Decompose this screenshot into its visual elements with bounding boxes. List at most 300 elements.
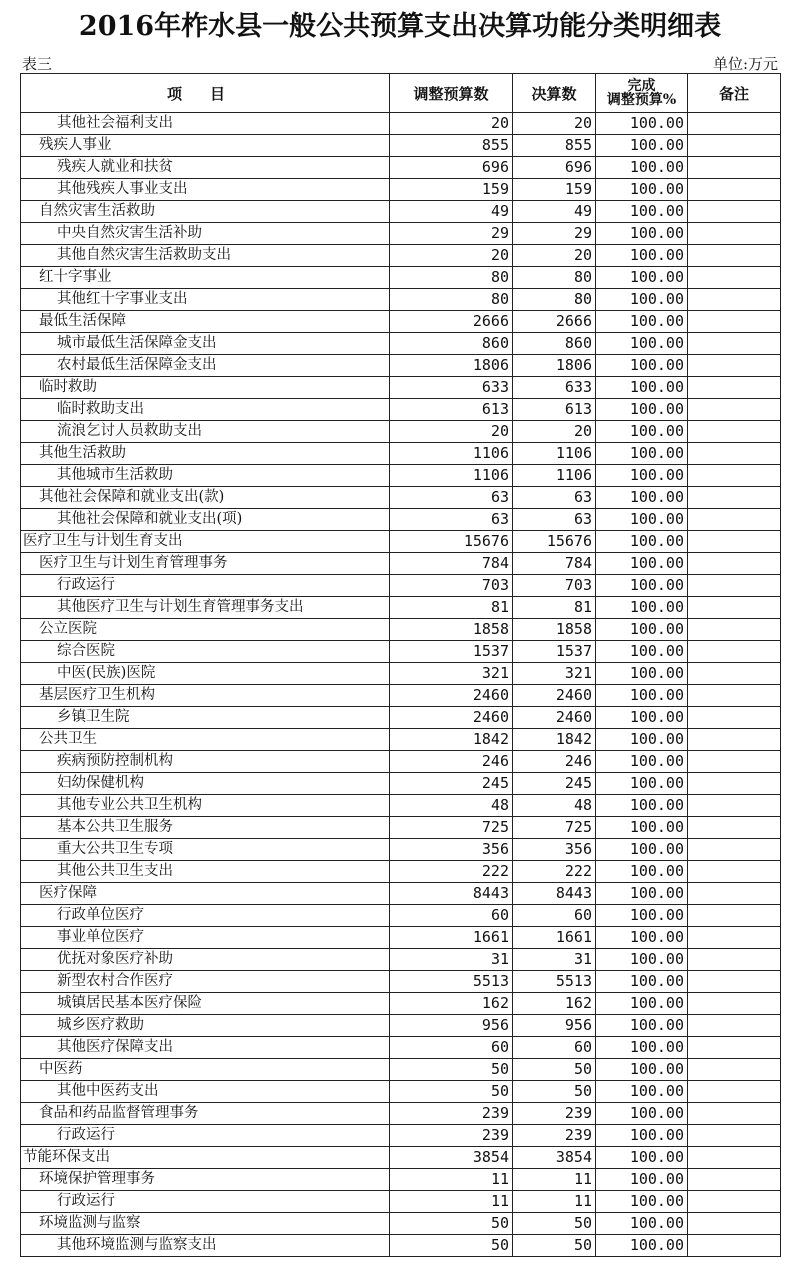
- row-budget: 15676: [390, 531, 513, 553]
- row-budget: 20: [390, 421, 513, 443]
- row-actual: 1106: [513, 465, 596, 487]
- row-item-name: 食品和药品监督管理事务: [21, 1103, 390, 1125]
- row-budget: 49: [390, 201, 513, 223]
- row-item-name: 优抚对象医疗补助: [21, 949, 390, 971]
- row-note: [688, 1213, 781, 1235]
- row-note: [688, 1103, 781, 1125]
- row-item-name: 其他红十字事业支出: [21, 289, 390, 311]
- row-actual: 63: [513, 487, 596, 509]
- row-note: [688, 553, 781, 575]
- row-completion-rate: 100.00: [596, 861, 688, 883]
- row-note: [688, 1191, 781, 1213]
- row-note: [688, 443, 781, 465]
- table-row: [21, 487, 781, 509]
- row-completion-rate: 100.00: [596, 575, 688, 597]
- table-row: [21, 267, 781, 289]
- expenditure-table: [20, 73, 781, 1257]
- row-item-name: 其他医疗保障支出: [21, 1037, 390, 1059]
- table-row: [21, 729, 781, 751]
- table-row: [21, 179, 781, 201]
- row-completion-rate: 100.00: [596, 1081, 688, 1103]
- row-budget: 63: [390, 509, 513, 531]
- table-row: [21, 685, 781, 707]
- row-actual: 3854: [513, 1147, 596, 1169]
- row-item-name: 其他残疾人事业支出: [21, 179, 390, 201]
- row-budget: 1661: [390, 927, 513, 949]
- row-budget: 80: [390, 267, 513, 289]
- table-row: [21, 157, 781, 179]
- row-note: [688, 1125, 781, 1147]
- row-completion-rate: 100.00: [596, 839, 688, 861]
- table-row: [21, 1081, 781, 1103]
- row-item-name: 事业单位医疗: [21, 927, 390, 949]
- row-item-name: 公共卫生: [21, 729, 390, 751]
- row-actual: 80: [513, 289, 596, 311]
- row-budget: 80: [390, 289, 513, 311]
- table-row: [21, 355, 781, 377]
- row-note: [688, 531, 781, 553]
- row-budget: 20: [390, 245, 513, 267]
- row-completion-rate: 100.00: [596, 465, 688, 487]
- row-completion-rate: 100.00: [596, 949, 688, 971]
- row-actual: 50: [513, 1081, 596, 1103]
- table-row: [21, 531, 781, 553]
- row-budget: 2460: [390, 707, 513, 729]
- row-note: [688, 1235, 781, 1257]
- row-note: [688, 663, 781, 685]
- row-budget: 162: [390, 993, 513, 1015]
- row-note: [688, 729, 781, 751]
- row-completion-rate: 100.00: [596, 927, 688, 949]
- row-item-name: 行政运行: [21, 1191, 390, 1213]
- row-completion-rate: 100.00: [596, 1103, 688, 1125]
- header-item: 项 目: [21, 74, 390, 113]
- row-item-name: 其他专业公共卫生机构: [21, 795, 390, 817]
- row-completion-rate: 100.00: [596, 245, 688, 267]
- unit-label: 单位:万元: [712, 55, 778, 73]
- row-budget: 5513: [390, 971, 513, 993]
- row-actual: 162: [513, 993, 596, 1015]
- table-row: [21, 905, 781, 927]
- row-note: [688, 927, 781, 949]
- row-actual: 1106: [513, 443, 596, 465]
- table-row: [21, 377, 781, 399]
- row-item-name: 重大公共卫生专项: [21, 839, 390, 861]
- row-actual: 20: [513, 421, 596, 443]
- row-note: [688, 1147, 781, 1169]
- table-row: [21, 1213, 781, 1235]
- row-item-name: 公立医院: [21, 619, 390, 641]
- header-note: 备注: [688, 74, 781, 113]
- row-budget: 48: [390, 795, 513, 817]
- header-actual: 决算数: [513, 74, 596, 113]
- row-item-name: 城市最低生活保障金支出: [21, 333, 390, 355]
- table-row: [21, 707, 781, 729]
- row-actual: 246: [513, 751, 596, 773]
- table-row: [21, 443, 781, 465]
- row-item-name: 农村最低生活保障金支出: [21, 355, 390, 377]
- row-completion-rate: 100.00: [596, 355, 688, 377]
- row-actual: 1842: [513, 729, 596, 751]
- row-completion-rate: 100.00: [596, 201, 688, 223]
- row-budget: 956: [390, 1015, 513, 1037]
- row-budget: 31: [390, 949, 513, 971]
- row-budget: 239: [390, 1125, 513, 1147]
- row-item-name: 综合医院: [21, 641, 390, 663]
- row-budget: 222: [390, 861, 513, 883]
- row-completion-rate: 100.00: [596, 883, 688, 905]
- row-note: [688, 905, 781, 927]
- row-note: [688, 201, 781, 223]
- row-completion-rate: 100.00: [596, 1169, 688, 1191]
- row-completion-rate: 100.00: [596, 377, 688, 399]
- row-item-name: 临时救助支出: [21, 399, 390, 421]
- row-actual: 725: [513, 817, 596, 839]
- row-item-name: 行政单位医疗: [21, 905, 390, 927]
- row-note: [688, 883, 781, 905]
- row-note: [688, 707, 781, 729]
- row-budget: 321: [390, 663, 513, 685]
- table-row: [21, 993, 781, 1015]
- row-item-name: 流浪乞讨人员救助支出: [21, 421, 390, 443]
- row-budget: 696: [390, 157, 513, 179]
- row-item-name: 疾病预防控制机构: [21, 751, 390, 773]
- row-budget: 633: [390, 377, 513, 399]
- row-note: [688, 267, 781, 289]
- row-completion-rate: 100.00: [596, 1191, 688, 1213]
- row-item-name: 行政运行: [21, 1125, 390, 1147]
- table-row: [21, 1169, 781, 1191]
- row-completion-rate: 100.00: [596, 817, 688, 839]
- table-row: [21, 1059, 781, 1081]
- row-budget: 81: [390, 597, 513, 619]
- row-note: [688, 157, 781, 179]
- row-budget: 29: [390, 223, 513, 245]
- table-row: [21, 1037, 781, 1059]
- row-item-name: 中央自然灾害生活补助: [21, 223, 390, 245]
- table-row: [21, 333, 781, 355]
- table-row: [21, 817, 781, 839]
- row-note: [688, 949, 781, 971]
- row-completion-rate: 100.00: [596, 443, 688, 465]
- table-row: [21, 641, 781, 663]
- row-note: [688, 245, 781, 267]
- row-actual: 11: [513, 1169, 596, 1191]
- row-item-name: 环境保护管理事务: [21, 1169, 390, 1191]
- row-actual: 50: [513, 1213, 596, 1235]
- row-note: [688, 289, 781, 311]
- row-item-name: 中医(民族)医院: [21, 663, 390, 685]
- row-note: [688, 355, 781, 377]
- header-budget: 调整预算数: [390, 74, 513, 113]
- row-actual: 8443: [513, 883, 596, 905]
- row-note: [688, 223, 781, 245]
- row-actual: 1661: [513, 927, 596, 949]
- row-note: [688, 399, 781, 421]
- row-budget: 50: [390, 1059, 513, 1081]
- row-actual: 956: [513, 1015, 596, 1037]
- page-title: 2016年柞水县一般公共预算支出决算功能分类明细表: [78, 11, 722, 42]
- table-row: [21, 289, 781, 311]
- row-item-name: 医疗卫生与计划生育管理事务: [21, 553, 390, 575]
- row-item-name: 其他社会保障和就业支出(款): [21, 487, 390, 509]
- row-completion-rate: 100.00: [596, 619, 688, 641]
- row-completion-rate: 100.00: [596, 1059, 688, 1081]
- row-item-name: 其他社会福利支出: [21, 113, 390, 135]
- row-completion-rate: 100.00: [596, 311, 688, 333]
- row-actual: 60: [513, 905, 596, 927]
- table-row: [21, 575, 781, 597]
- row-note: [688, 377, 781, 399]
- row-completion-rate: 100.00: [596, 267, 688, 289]
- header-completion: 完成 调整预算%: [596, 74, 688, 113]
- row-completion-rate: 100.00: [596, 531, 688, 553]
- row-actual: 239: [513, 1103, 596, 1125]
- row-completion-rate: 100.00: [596, 905, 688, 927]
- row-budget: 246: [390, 751, 513, 773]
- row-note: [688, 1081, 781, 1103]
- row-note: [688, 751, 781, 773]
- row-completion-rate: 100.00: [596, 1037, 688, 1059]
- row-note: [688, 1015, 781, 1037]
- table-row: [21, 1015, 781, 1037]
- row-budget: 60: [390, 905, 513, 927]
- row-completion-rate: 100.00: [596, 641, 688, 663]
- row-budget: 50: [390, 1081, 513, 1103]
- row-item-name: 残疾人就业和扶贫: [21, 157, 390, 179]
- row-actual: 29: [513, 223, 596, 245]
- row-budget: 356: [390, 839, 513, 861]
- row-item-name: 其他环境监测与监察支出: [21, 1235, 390, 1257]
- row-item-name: 环境监测与监察: [21, 1213, 390, 1235]
- header-row: [21, 74, 781, 113]
- table-row: [21, 949, 781, 971]
- row-completion-rate: 100.00: [596, 707, 688, 729]
- row-note: [688, 1169, 781, 1191]
- row-completion-rate: 100.00: [596, 1213, 688, 1235]
- row-item-name: 其他医疗卫生与计划生育管理事务支出: [21, 597, 390, 619]
- row-actual: 1858: [513, 619, 596, 641]
- row-item-name: 基层医疗卫生机构: [21, 685, 390, 707]
- table-row: [21, 1147, 781, 1169]
- row-item-name: 新型农村合作医疗: [21, 971, 390, 993]
- table-row: [21, 1191, 781, 1213]
- row-completion-rate: 100.00: [596, 179, 688, 201]
- table-row: [21, 553, 781, 575]
- row-item-name: 医疗保障: [21, 883, 390, 905]
- table-row: [21, 971, 781, 993]
- table-row: [21, 795, 781, 817]
- row-budget: 1842: [390, 729, 513, 751]
- table-row: [21, 509, 781, 531]
- row-actual: 784: [513, 553, 596, 575]
- row-budget: 63: [390, 487, 513, 509]
- row-completion-rate: 100.00: [596, 1125, 688, 1147]
- row-item-name: 其他生活救助: [21, 443, 390, 465]
- row-budget: 159: [390, 179, 513, 201]
- table-row: [21, 1125, 781, 1147]
- row-note: [688, 641, 781, 663]
- row-completion-rate: 100.00: [596, 993, 688, 1015]
- row-actual: 63: [513, 509, 596, 531]
- row-completion-rate: 100.00: [596, 333, 688, 355]
- row-note: [688, 575, 781, 597]
- row-completion-rate: 100.00: [596, 289, 688, 311]
- row-budget: 613: [390, 399, 513, 421]
- row-note: [688, 861, 781, 883]
- row-note: [688, 685, 781, 707]
- row-actual: 696: [513, 157, 596, 179]
- row-budget: 784: [390, 553, 513, 575]
- row-actual: 15676: [513, 531, 596, 553]
- row-item-name: 其他中医药支出: [21, 1081, 390, 1103]
- row-completion-rate: 100.00: [596, 597, 688, 619]
- row-note: [688, 311, 781, 333]
- row-actual: 20: [513, 245, 596, 267]
- row-budget: 50: [390, 1235, 513, 1257]
- row-item-name: 妇幼保健机构: [21, 773, 390, 795]
- row-actual: 356: [513, 839, 596, 861]
- row-note: [688, 773, 781, 795]
- row-item-name: 残疾人事业: [21, 135, 390, 157]
- table-row: [21, 927, 781, 949]
- row-actual: 613: [513, 399, 596, 421]
- table-row: [21, 223, 781, 245]
- row-completion-rate: 100.00: [596, 135, 688, 157]
- row-budget: 60: [390, 1037, 513, 1059]
- row-budget: 855: [390, 135, 513, 157]
- table-row: [21, 113, 781, 135]
- row-completion-rate: 100.00: [596, 399, 688, 421]
- row-note: [688, 619, 781, 641]
- row-note: [688, 179, 781, 201]
- row-actual: 50: [513, 1235, 596, 1257]
- row-note: [688, 509, 781, 531]
- row-actual: 2460: [513, 685, 596, 707]
- table-row: [21, 135, 781, 157]
- row-actual: 703: [513, 575, 596, 597]
- row-note: [688, 839, 781, 861]
- row-item-name: 节能环保支出: [21, 1147, 390, 1169]
- row-item-name: 医疗卫生与计划生育支出: [21, 531, 390, 553]
- row-actual: 2666: [513, 311, 596, 333]
- row-budget: 1106: [390, 465, 513, 487]
- row-actual: 860: [513, 333, 596, 355]
- row-actual: 855: [513, 135, 596, 157]
- row-note: [688, 971, 781, 993]
- table-row: [21, 245, 781, 267]
- row-actual: 20: [513, 113, 596, 135]
- row-item-name: 其他公共卫生支出: [21, 861, 390, 883]
- row-item-name: 其他社会保障和就业支出(项): [21, 509, 390, 531]
- row-budget: 3854: [390, 1147, 513, 1169]
- table-row: [21, 597, 781, 619]
- row-item-name: 红十字事业: [21, 267, 390, 289]
- table-row: [21, 883, 781, 905]
- row-budget: 20: [390, 113, 513, 135]
- table-row: [21, 465, 781, 487]
- row-actual: 5513: [513, 971, 596, 993]
- row-completion-rate: 100.00: [596, 487, 688, 509]
- row-note: [688, 421, 781, 443]
- row-actual: 11: [513, 1191, 596, 1213]
- row-note: [688, 135, 781, 157]
- row-budget: 2460: [390, 685, 513, 707]
- row-budget: 703: [390, 575, 513, 597]
- row-actual: 245: [513, 773, 596, 795]
- row-completion-rate: 100.00: [596, 553, 688, 575]
- table-row: [21, 663, 781, 685]
- row-budget: 50: [390, 1213, 513, 1235]
- row-actual: 48: [513, 795, 596, 817]
- row-actual: 159: [513, 179, 596, 201]
- row-note: [688, 465, 781, 487]
- table-row: [21, 861, 781, 883]
- row-note: [688, 597, 781, 619]
- row-item-name: 自然灾害生活救助: [21, 201, 390, 223]
- row-budget: 1806: [390, 355, 513, 377]
- row-actual: 633: [513, 377, 596, 399]
- row-actual: 1806: [513, 355, 596, 377]
- row-actual: 49: [513, 201, 596, 223]
- row-budget: 2666: [390, 311, 513, 333]
- row-actual: 80: [513, 267, 596, 289]
- row-completion-rate: 100.00: [596, 1235, 688, 1257]
- row-item-name: 乡镇卫生院: [21, 707, 390, 729]
- row-actual: 81: [513, 597, 596, 619]
- table-row: [21, 399, 781, 421]
- row-completion-rate: 100.00: [596, 663, 688, 685]
- row-budget: 11: [390, 1191, 513, 1213]
- table-row: [21, 1235, 781, 1257]
- row-budget: 239: [390, 1103, 513, 1125]
- row-item-name: 城乡医疗救助: [21, 1015, 390, 1037]
- table-row: [21, 201, 781, 223]
- row-budget: 1537: [390, 641, 513, 663]
- table-row: [21, 421, 781, 443]
- row-item-name: 基本公共卫生服务: [21, 817, 390, 839]
- row-note: [688, 333, 781, 355]
- table-row: [21, 1103, 781, 1125]
- row-budget: 725: [390, 817, 513, 839]
- row-item-name: 其他城市生活救助: [21, 465, 390, 487]
- table-row: [21, 619, 781, 641]
- row-completion-rate: 100.00: [596, 729, 688, 751]
- row-actual: 222: [513, 861, 596, 883]
- row-budget: 1858: [390, 619, 513, 641]
- row-actual: 2460: [513, 707, 596, 729]
- row-note: [688, 993, 781, 1015]
- row-item-name: 临时救助: [21, 377, 390, 399]
- row-actual: 60: [513, 1037, 596, 1059]
- row-note: [688, 1037, 781, 1059]
- row-actual: 50: [513, 1059, 596, 1081]
- row-budget: 8443: [390, 883, 513, 905]
- row-note: [688, 1059, 781, 1081]
- row-item-name: 城镇居民基本医疗保险: [21, 993, 390, 1015]
- row-completion-rate: 100.00: [596, 773, 688, 795]
- row-item-name: 中医药: [21, 1059, 390, 1081]
- row-completion-rate: 100.00: [596, 223, 688, 245]
- table-row: [21, 751, 781, 773]
- row-completion-rate: 100.00: [596, 685, 688, 707]
- row-completion-rate: 100.00: [596, 509, 688, 531]
- row-budget: 860: [390, 333, 513, 355]
- row-completion-rate: 100.00: [596, 113, 688, 135]
- table-row: [21, 839, 781, 861]
- row-completion-rate: 100.00: [596, 971, 688, 993]
- row-actual: 1537: [513, 641, 596, 663]
